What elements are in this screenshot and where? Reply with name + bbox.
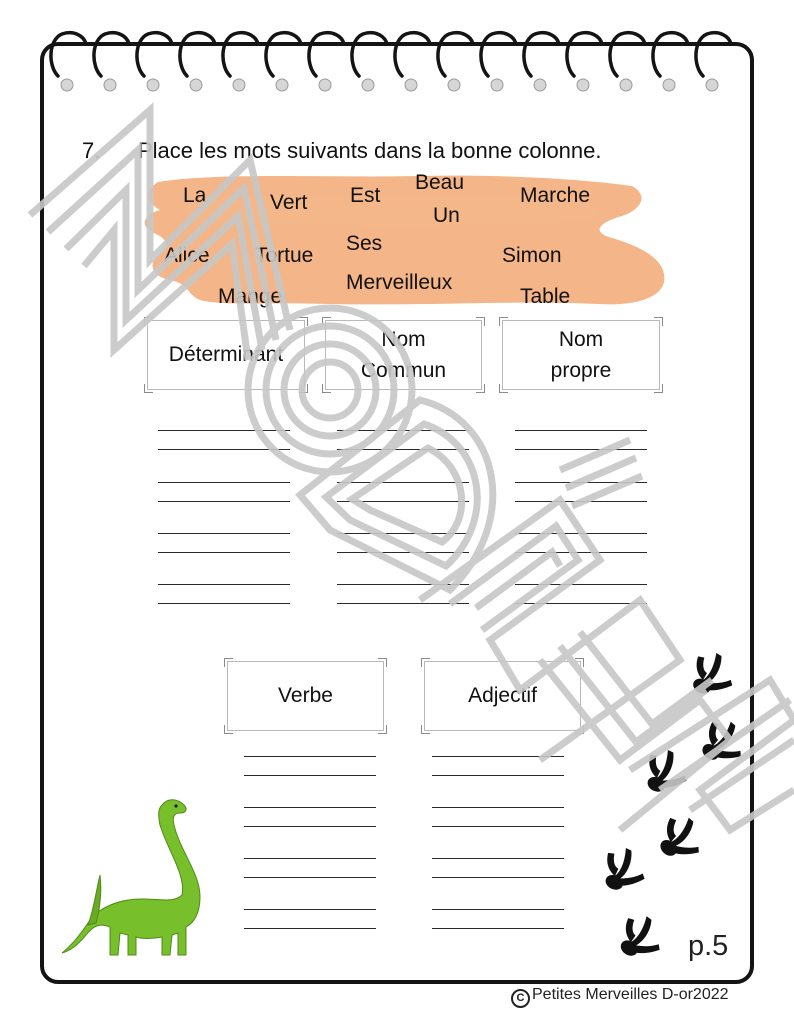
page-number: p.5	[688, 930, 729, 962]
answer-line-adjectif[interactable]	[432, 877, 564, 878]
answer-line-nom-propre[interactable]	[515, 603, 647, 604]
category-nom-commun	[325, 320, 482, 390]
answer-line-nom-commun[interactable]	[337, 501, 469, 502]
category-determinant	[147, 320, 305, 390]
answer-line-determinant[interactable]	[158, 501, 290, 502]
category-nom-commun-label-1: Nom	[381, 327, 426, 351]
answer-line-verbe[interactable]	[244, 826, 376, 827]
category-verbe	[227, 661, 384, 731]
footprint-icon	[610, 908, 671, 968]
answer-line-verbe[interactable]	[244, 775, 376, 776]
answer-line-nom-propre[interactable]	[515, 449, 647, 450]
word-item: Table	[520, 285, 571, 308]
answer-line-nom-commun[interactable]	[337, 430, 469, 431]
copyright-text: Petites Merveilles D-or2022	[532, 986, 729, 1003]
category-determinant-label: Déterminant	[168, 343, 284, 367]
answer-line-determinant[interactable]	[158, 584, 290, 585]
word-item: Alice	[164, 244, 210, 267]
answer-line-verbe[interactable]	[244, 877, 376, 878]
answer-line-adjectif[interactable]	[432, 775, 564, 776]
answer-line-determinant[interactable]	[158, 430, 290, 431]
footprint-icon	[595, 842, 653, 900]
answer-line-nom-commun[interactable]	[337, 584, 469, 585]
answer-line-nom-commun[interactable]	[337, 482, 469, 483]
copyright-notice	[511, 986, 729, 1008]
answer-line-nom-propre[interactable]	[515, 501, 647, 502]
copyright-icon: C	[511, 989, 530, 1008]
word-item: Un	[433, 204, 460, 227]
answer-line-determinant[interactable]	[158, 533, 290, 534]
category-nom-commun-label-2: Commun	[360, 359, 447, 382]
exercise-number: 7.	[82, 138, 101, 163]
word-item: Est	[350, 184, 381, 207]
answer-line-adjectif[interactable]	[432, 756, 564, 757]
footprint-icon	[683, 650, 743, 705]
category-nom-propre-label-1: Nom	[558, 327, 604, 351]
answer-line-nom-propre[interactable]	[515, 430, 647, 431]
answer-line-nom-propre[interactable]	[515, 533, 647, 534]
answer-line-verbe[interactable]	[244, 858, 376, 859]
answer-line-verbe[interactable]	[244, 807, 376, 808]
word-item: Ses	[346, 232, 383, 255]
answer-line-adjectif[interactable]	[432, 928, 564, 929]
answer-line-determinant[interactable]	[158, 482, 290, 483]
category-verbe-label: Verbe	[278, 684, 333, 708]
word-item: Merveilleux	[346, 271, 453, 294]
category-adjectif-label: Adjectif	[468, 684, 537, 708]
word-item: Vert	[270, 191, 308, 214]
exercise-instruction: Place les mots suivants dans la bonne colonne.	[138, 138, 602, 163]
word-item: Tortue	[255, 244, 314, 267]
answer-line-determinant[interactable]	[158, 449, 290, 450]
word-item: Marche	[520, 184, 591, 207]
answer-line-verbe[interactable]	[244, 756, 376, 757]
answer-line-adjectif[interactable]	[432, 858, 564, 859]
dinosaur-footprints	[585, 650, 755, 970]
answer-line-adjectif[interactable]	[432, 909, 564, 910]
answer-line-verbe[interactable]	[244, 909, 376, 910]
footprint-icon	[692, 713, 753, 774]
category-nom-propre	[502, 320, 660, 390]
answer-line-nom-commun[interactable]	[337, 533, 469, 534]
answer-line-nom-propre[interactable]	[515, 482, 647, 483]
answer-line-adjectif[interactable]	[432, 807, 564, 808]
answer-line-determinant[interactable]	[158, 603, 290, 604]
answer-line-nom-commun[interactable]	[337, 449, 469, 450]
answer-line-determinant[interactable]	[158, 552, 290, 553]
word-item: La	[183, 184, 207, 207]
word-item: Simon	[502, 244, 562, 267]
footprint-icon	[650, 809, 711, 870]
word-item: Beau	[415, 171, 465, 194]
answer-line-nom-propre[interactable]	[515, 584, 647, 585]
category-adjectif	[424, 661, 581, 731]
word-item: Mange	[218, 285, 283, 308]
category-nom-propre-label-2: propre	[550, 359, 612, 382]
dinosaur-illustration	[60, 795, 220, 965]
answer-line-nom-commun[interactable]	[337, 552, 469, 553]
answer-line-nom-commun[interactable]	[337, 603, 469, 604]
footprint-icon	[637, 744, 695, 802]
answer-line-verbe[interactable]	[244, 928, 376, 929]
answer-line-nom-propre[interactable]	[515, 552, 647, 553]
answer-line-adjectif[interactable]	[432, 826, 564, 827]
